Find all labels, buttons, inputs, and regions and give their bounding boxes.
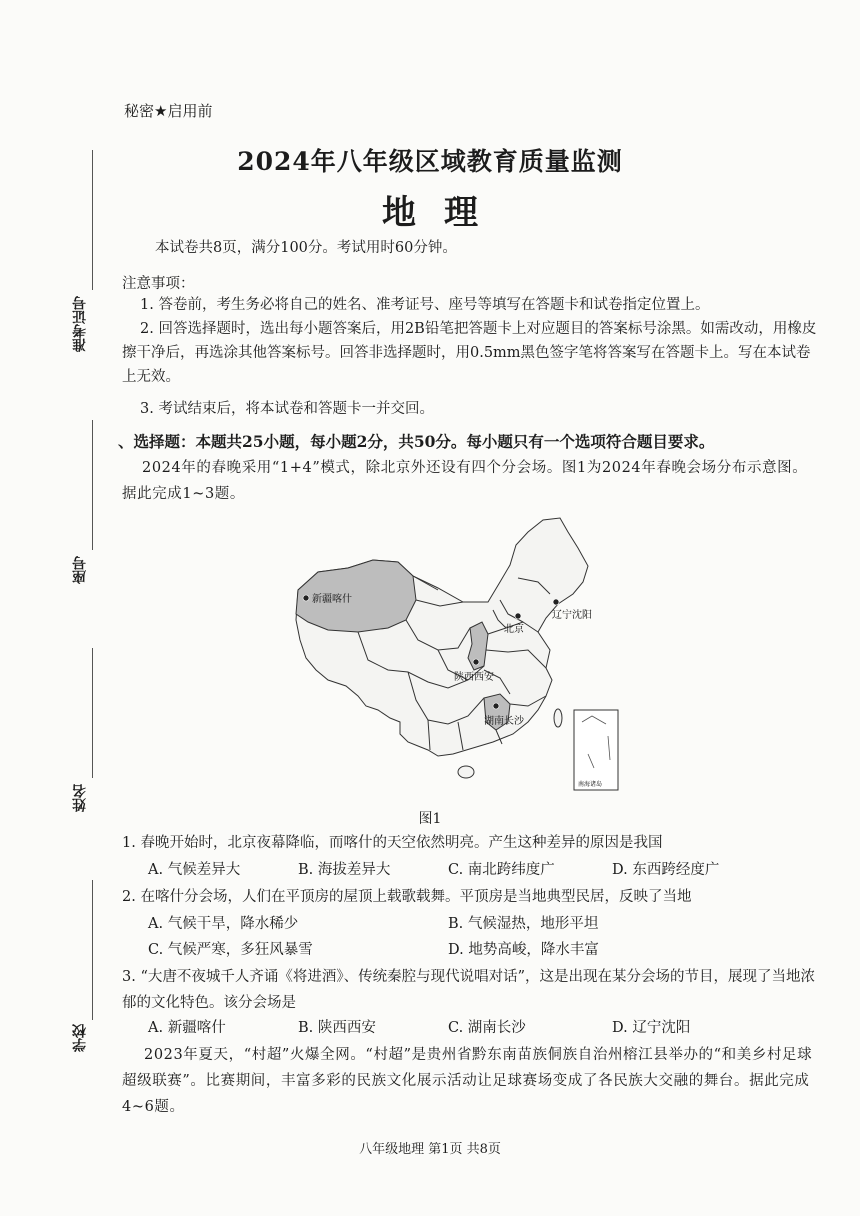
question-stem: 2. 在喀什分会场，人们在平顶房的屋顶上载歌载舞。平顶房是当地典型民居，反映了当地 — [122, 889, 692, 905]
beijing-marker — [515, 613, 521, 619]
exam-intro: 本试卷共8页，满分100分。考试用时60分钟。 — [155, 240, 457, 256]
kashgar-marker — [303, 595, 309, 601]
changsha-marker — [493, 703, 499, 709]
option: C. 湖南长沙 — [448, 1020, 526, 1036]
question-stem: 1. 春晚开始时，北京夜幕降临，而喀什的天空依然明亮。产生这种差异的原因是我国 — [122, 835, 663, 851]
taiwan-island — [554, 709, 562, 727]
option: A. 气候差异大 — [148, 862, 241, 878]
option: C. 南北跨纬度广 — [448, 862, 555, 878]
question-stem: 3. “大唐不夜城千人齐诵《将进酒》、传统秦腔与现代说唱对话”，这是出现在某分会场的节目，展现了当地浓郁的文化特色。该分会场是 — [122, 969, 816, 1011]
china-outline — [296, 518, 588, 756]
hainan-island — [458, 766, 474, 778]
exam-title: 2024年八年级区域教育质量监测 — [237, 147, 623, 176]
option: B. 陕西西安 — [298, 1020, 376, 1036]
page-footer: 八年级地理 第1页 共8页 — [359, 1142, 501, 1157]
note-item: 2. 回答选择题时，选出每小题答案后，用2B铅笔把答题卡上对应题目的答案标号涂黑。如需改动，用橡皮擦干净后，再选涂其他答案标号。回答非选择题时，用0.5mm黑色签字笔将答案写在答题卡上。写在本试卷上无效。 — [122, 321, 817, 385]
option: D. 东西跨经度广 — [612, 862, 720, 878]
margin-line — [92, 420, 93, 550]
option: B. 气候湿热，地形平坦 — [448, 916, 599, 932]
option: A. 气候干旱，降水稀少 — [148, 916, 299, 932]
option: C. 气候严寒，多狂风暴雪 — [148, 942, 313, 958]
notes-heading: 注意事项： — [122, 276, 195, 292]
option: A. 新疆喀什 — [148, 1020, 226, 1036]
xian-label: 陕西西安 — [454, 672, 494, 683]
xian-marker — [473, 659, 479, 665]
option: D. 地势高峻，降水丰富 — [448, 942, 599, 958]
margin-label-name: 姓名 — [72, 784, 88, 812]
margin-line — [92, 648, 93, 778]
south-china-sea-inset — [574, 710, 618, 790]
context-paragraph: 2023年夏天，“村超”火爆全网。“村超”是贵州省黔东南苗族侗族自治州榕江县举办的“和美乡村足球超级联赛”。比赛期间，丰富多彩的民族文化展示活动让足球赛场变成了各民族大交融的舞台。据此完成4~6题。 — [122, 1047, 813, 1115]
secret-mark: 秘密★启用前 — [124, 102, 213, 120]
option: D. 辽宁沈阳 — [612, 1020, 691, 1036]
margin-line — [92, 880, 93, 1020]
shenyang-marker — [553, 599, 559, 605]
margin-label-seat-number: 座号 — [72, 556, 88, 584]
note-item: 1. 答卷前，考生务必将自己的姓名、准考证号、座号等填写在答题卡和试卷指定位置上。 — [140, 297, 710, 313]
option: B. 海拔差异大 — [298, 862, 391, 878]
inset-label: 南海诸岛 — [578, 781, 603, 788]
section-context: 2024年的春晚采用“1+4”模式，除北京外还设有四个分会场。图1为2024年春晚会场分布示意图。据此完成1~3题。 — [122, 460, 808, 502]
note-item: 3. 考试结束后，将本试卷和答题卡一并交回。 — [140, 401, 434, 417]
changsha-label: 湖南长沙 — [484, 716, 524, 727]
figure-caption: 图1 — [418, 811, 442, 827]
section-heading: 、选择题：本题共25小题，每小题2分，共50分。每小题只有一个选项符合题目要求。 — [118, 432, 715, 451]
kashgar-label: 新疆喀什 — [312, 594, 352, 605]
china-venue-map — [288, 510, 628, 795]
beijing-label: 北京 — [504, 624, 524, 635]
subject-title: 地理 — [382, 193, 506, 233]
margin-label-school: 学校 — [72, 1024, 88, 1052]
margin-label-exam-number: 准考证号 — [72, 296, 88, 352]
shenyang-label: 辽宁沈阳 — [552, 610, 592, 621]
